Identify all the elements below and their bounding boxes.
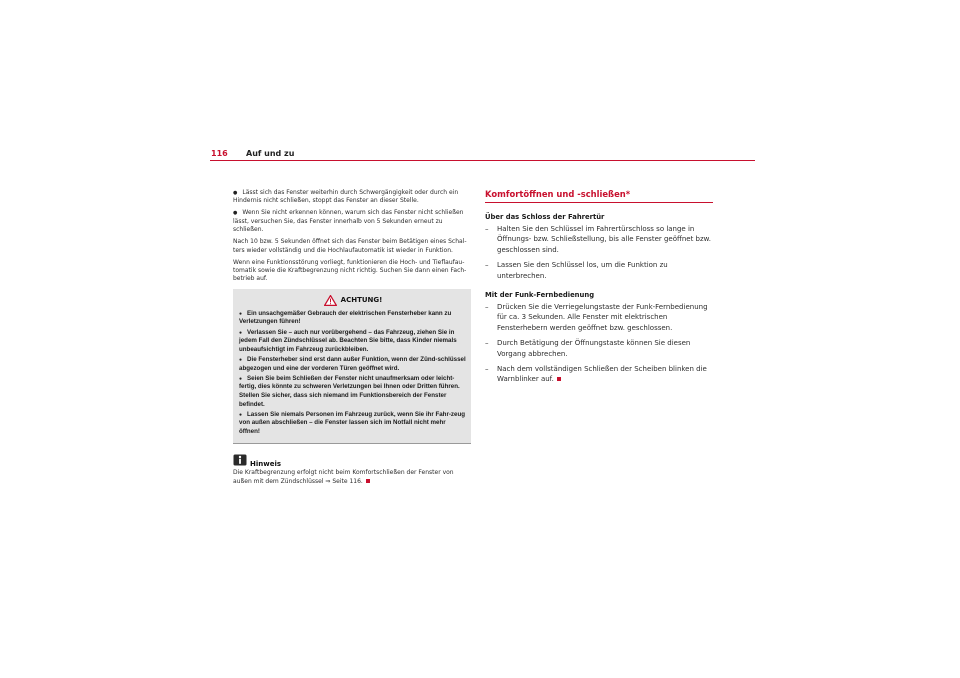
subheading: Über das Schloss der Fahrertür <box>485 213 605 221</box>
section-heading: Komfortöffnen und -schließen* <box>485 189 713 203</box>
page-number: 116 <box>211 149 228 158</box>
bullet-paragraph: ● Lässt sich das Fenster weiterhin durch Schwergängigkeit oder durch ein Hindernis nicht schließen, stoppt das Fenster an dieser Stelle. <box>233 189 471 206</box>
header-rule <box>210 160 755 161</box>
warning-item: ● Ein unsachgemäßer Gebrauch der elektrischen Fensterheber kann zu Verletzungen führen! <box>239 310 467 327</box>
subheading: Mit der Funk-Fernbedienung <box>485 291 595 300</box>
note-text: Die Kraftbegrenzung erfolgt nicht beim Komfortschließen der Fenster von außen mit dem Zündschlüssel ⇒ Seite 116. <box>233 469 454 485</box>
warning-box <box>233 289 471 444</box>
left-column <box>233 189 471 490</box>
step-item: – Nach dem vollständigen Schließen der Scheiben blinken die Warnblinker auf. <box>485 364 713 385</box>
warning-item: ● Verlassen Sie – auch nur vorübergehend – das Fahrzeug, ziehen Sie in jedem Fall den Zündschlüssel ab. Beachten Sie bitte, dass Kinder niemals unbeaufsichtigt im Fahrzeug zurückbleiben. <box>239 329 467 355</box>
info-icon <box>233 454 247 466</box>
step-item: – Durch Betätigung der Öffnungstaste können Sie diesen Vorgang abbrechen. <box>485 338 713 359</box>
body-paragraph: Wenn eine Funktionsstörung vorliegt, funktionieren die Hoch- und Tieflaufau-tomatik sowie die Kraftbegrenzung nicht richtig. Suchen Sie dann einen Fach-betrieb auf. <box>233 258 467 283</box>
end-mark-icon <box>557 377 561 381</box>
note-title: Hinweis <box>250 460 282 469</box>
end-mark-icon <box>366 479 370 483</box>
warning-item: ● Lassen Sie niemals Personen im Fahrzeug zurück, wenn Sie ihr Fahr-zeug von außen abschließen – die Fenster lassen sich im Notfall nicht mehr öffnen! <box>239 411 467 437</box>
step-item: – Drücken Sie die Verriegelungstaste der Funk-Fernbedienung für ca. 3 Sekunden. Alle Fenster mit elektrischen Fensterhebern werden geöffnet bzw. geschlossen. <box>485 302 713 333</box>
warning-item: ● Seien Sie beim Schließen der Fenster nicht unaufmerksam oder leicht-fertig, dies könnte zu schweren Verletzungen bei Ihnen oder Dritten führen. Stellen Sie sicher, dass sich niemand im Funktionsbereich der Fenster befindet. <box>239 375 467 409</box>
step-item: – Halten Sie den Schlüssel im Fahrertürschloss so lange in Öffnungs- bzw. Schließstellung, bis alle Fenster geöffnet bzw. geschlossen sind. <box>485 224 713 255</box>
warning-item: ● Die Fensterheber sind erst dann außer Funktion, wenn der Zünd-schlüssel abgezogen und eine der vorderen Türen geöffnet wird. <box>239 356 467 373</box>
note-header <box>233 454 471 469</box>
warning-title: ACHTUNG! <box>340 296 383 305</box>
step-item: – Lassen Sie den Schlüssel los, um die Funktion zu unterbrechen. <box>485 260 713 281</box>
warning-triangle-icon <box>324 295 337 306</box>
right-column <box>485 189 713 390</box>
bullet-paragraph: ● Wenn Sie nicht erkennen können, warum sich das Fenster nicht schließen lässt, versuchen Sie, das Fenster innerhalb von 5 Sekunden erneut zu schließen. <box>233 209 471 234</box>
warning-header <box>239 295 467 306</box>
section-title: Auf und zu <box>246 149 295 158</box>
body-paragraph: Nach 10 bzw. 5 Sekunden öffnet sich das Fenster beim Betätigen eines Schal-ters wieder vollständig und die Hochlaufautomatik ist wieder in Funktion. <box>233 238 467 254</box>
